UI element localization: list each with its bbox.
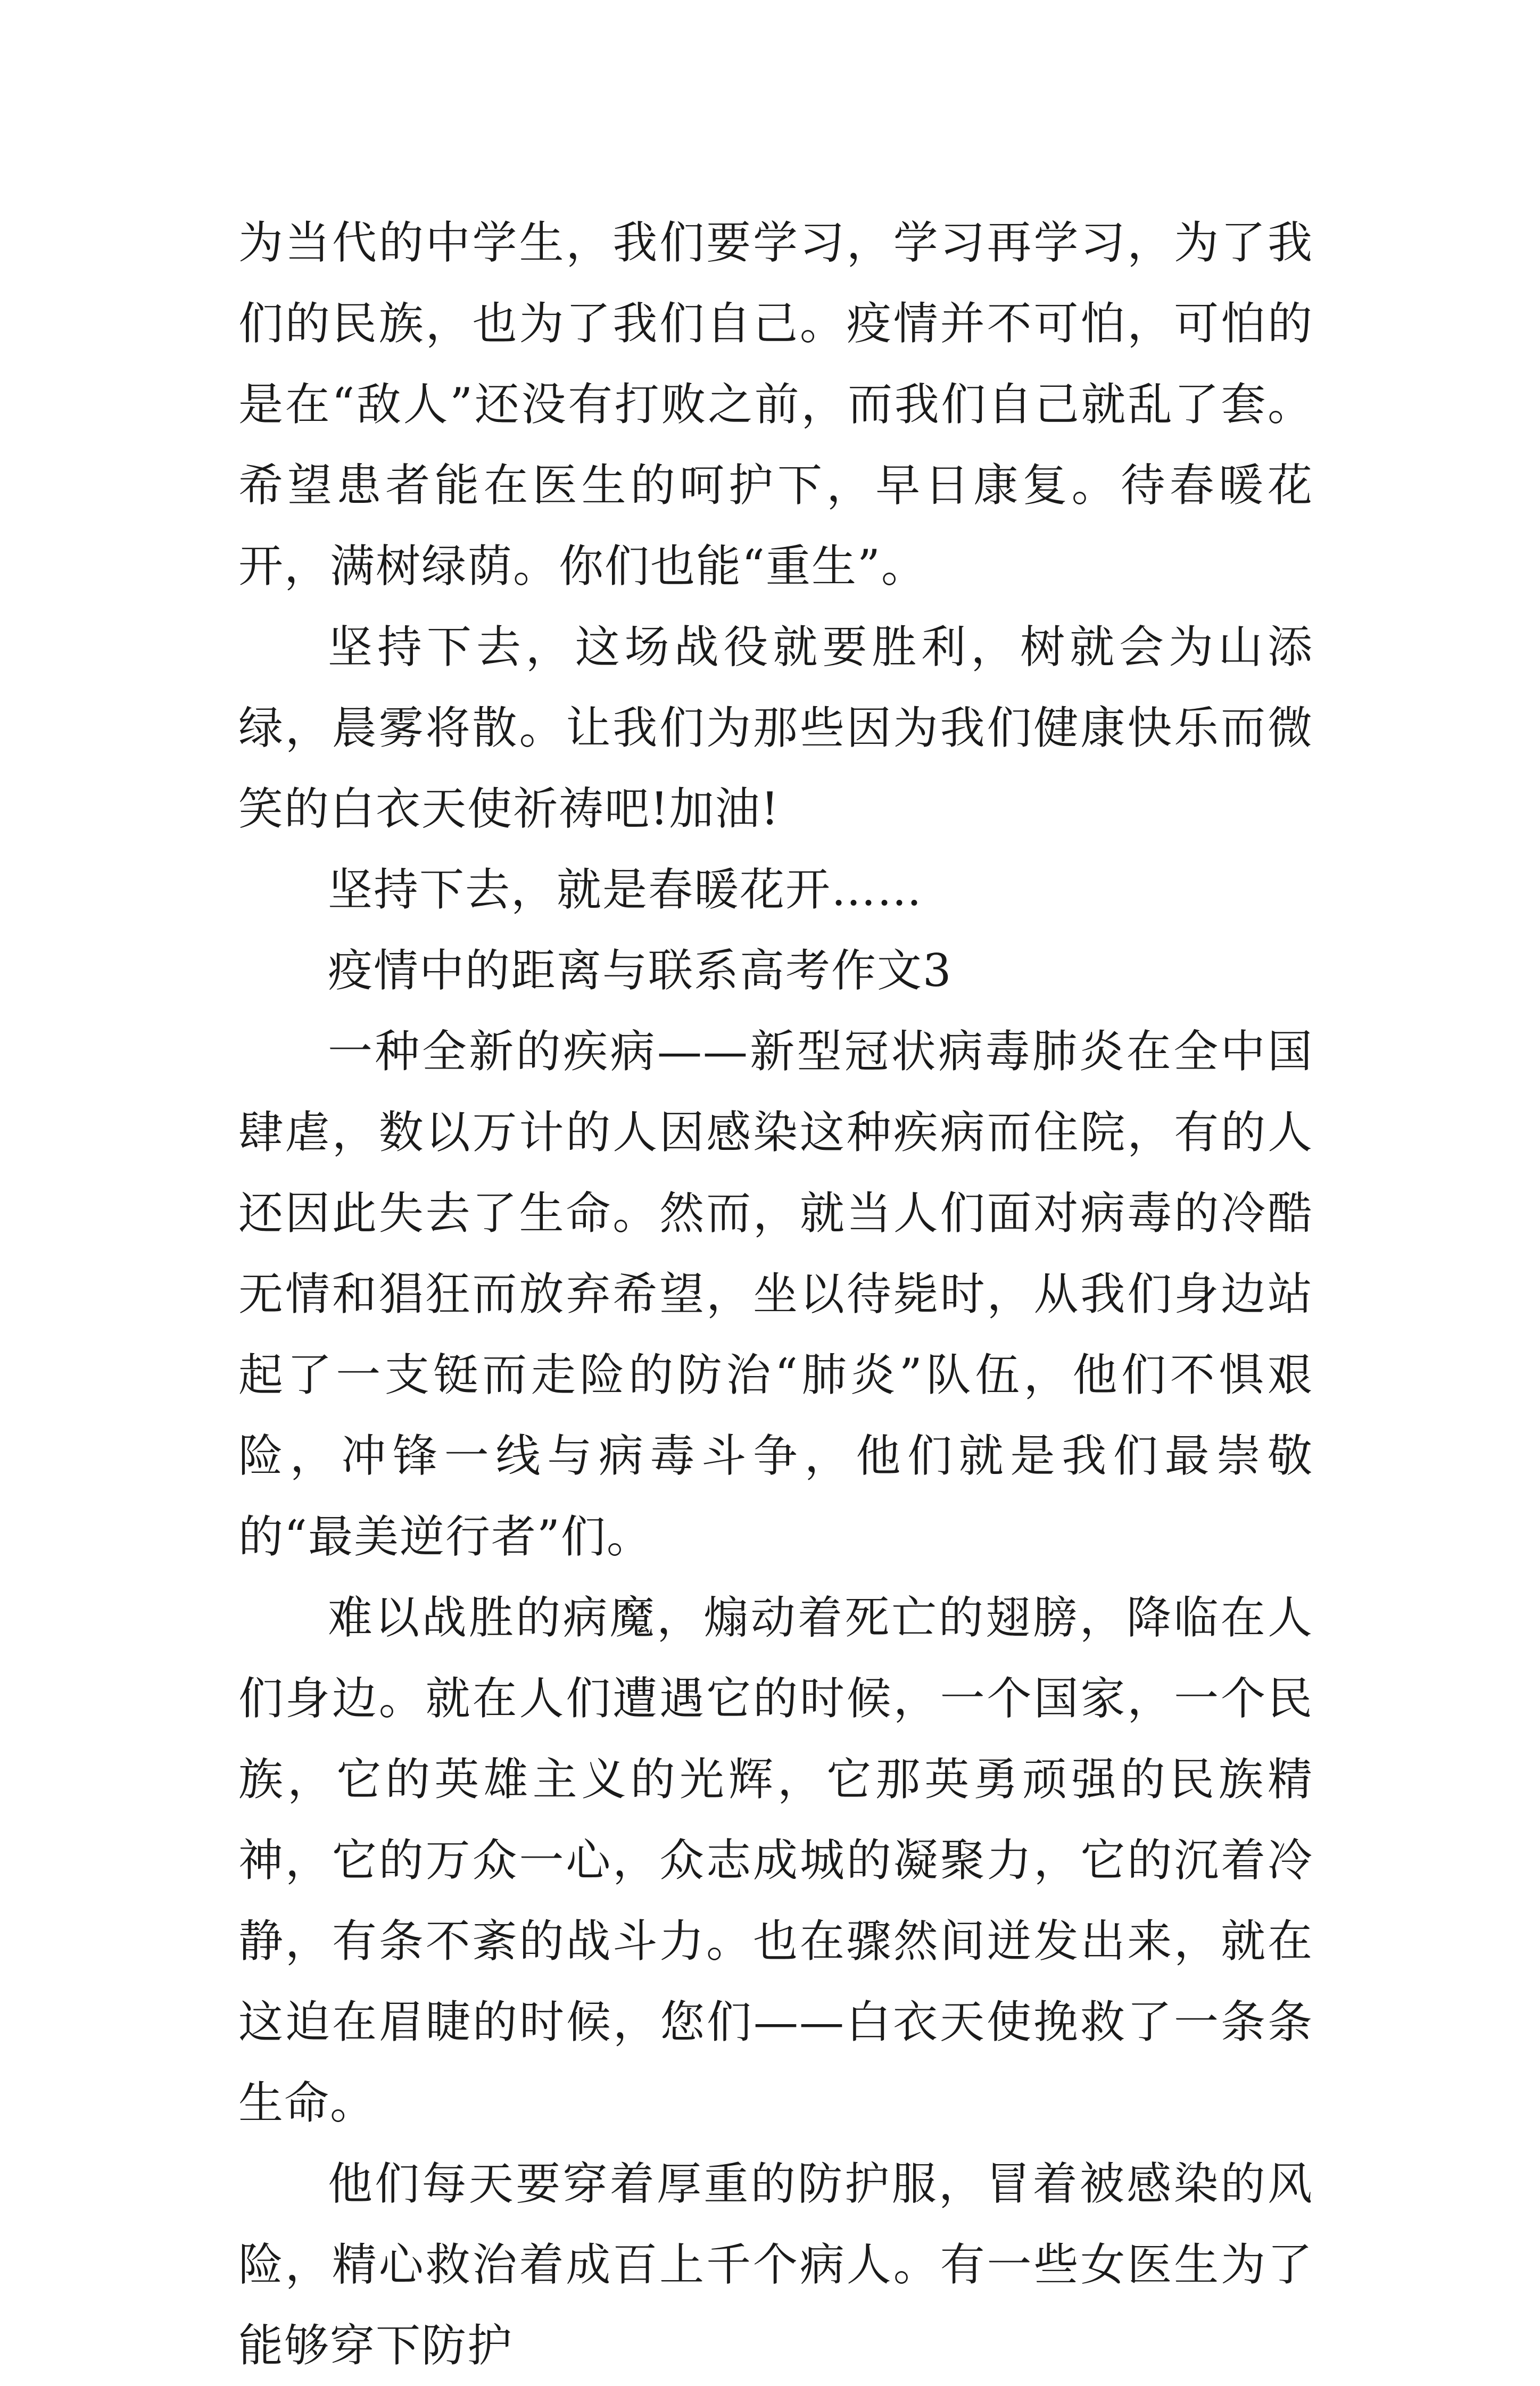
paragraph-continued: 为当代的中学生，我们要学习，学习再学习，为了我们的民族，也为了我们自己。疫情并不可怕，可怕的是在“敌人”还没有打败之前，而我们自己就乱了套。希望患者能在医生的呵护下，早日康复。待春暖花开，满树绿荫。你们也能“重生”。: [238, 217, 1313, 592]
paragraph-disease: 一种全新的疾病——新型冠状病毒肺炎在全中国肆虐，数以万计的人因感染这种疾病而住院，有的人还因此失去了生命。然而，就当人们面对病毒的冷酷无情和猖狂而放弃希望，坐以待毙时，从我们身边站起了一支铤而走险的防治“肺炎”队伍，他们不惧艰险，冲锋一线与病毒斗争，他们就是我们最崇敬的“最美逆行者”们。: [238, 1025, 1313, 1563]
essay-title: 疫情中的距离与联系高考作文3: [328, 945, 953, 997]
paragraph-doctors: 他们每天要穿着厚重的防护服，冒着被感染的风险，精心救治着成百上千个病人。有一些女医生为了能够穿下防护: [238, 2158, 1313, 2372]
paragraph-spring: 坚持下去，就是春暖花开……: [328, 864, 923, 916]
paragraph-persist: 坚持下去，这场战役就要胜利，树就会为山添绿，晨雾将散。让我们为那些因为我们健康快乐而微笑的白衣天使祈祷吧!加油!: [238, 621, 1313, 835]
document-body: [238, 202, 1313, 2386]
paragraph-nation: 难以战胜的病魔，煽动着死亡的翅膀，降临在人们身边。就在人们遭遇它的时候，一个国家，一个民族，它的英雄主义的光辉，它那英勇顽强的民族精神，它的万众一心，众志成城的凝聚力，它的沉着冷静，有条不紊的战斗力。也在骤然间迸发出来，就在这迫在眉睫的时候，您们——白衣天使挽救了一条条生命。: [238, 1592, 1313, 2129]
